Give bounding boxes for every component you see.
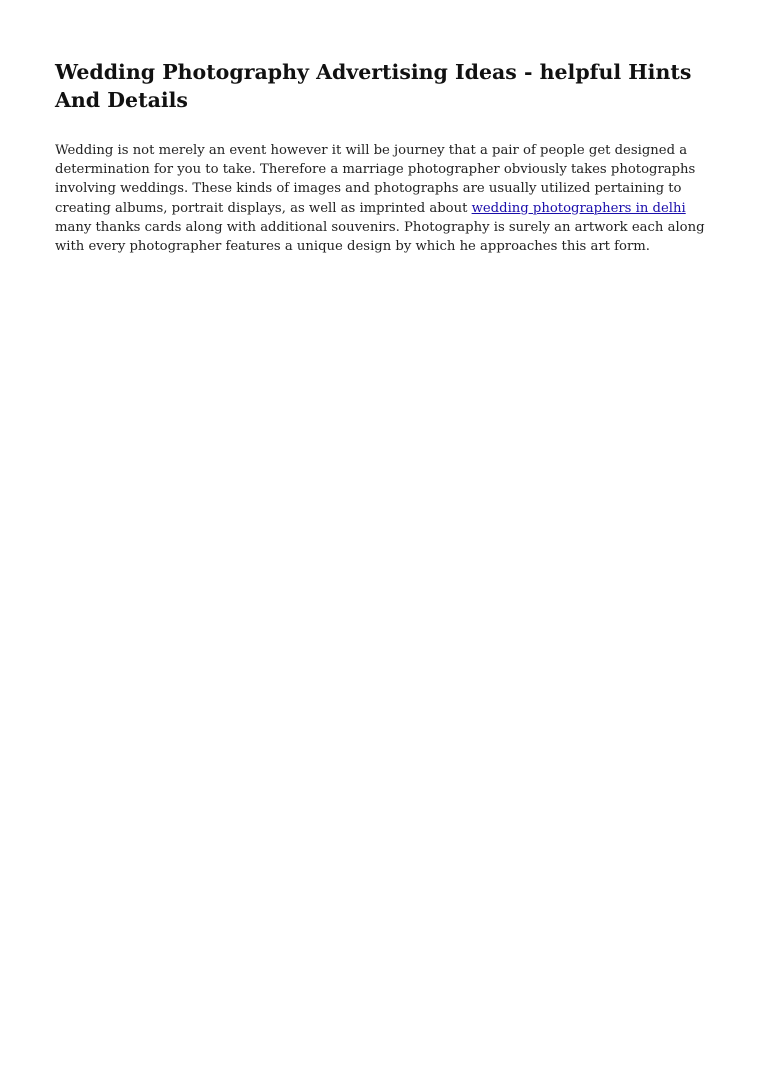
page-title: Wedding Photography Advertising Ideas - helpful Hints And Details [55, 60, 692, 112]
wedding-photographers-link[interactable]: wedding photographers in delhi [471, 200, 686, 216]
paragraph-text-start: Wedding is not merely an event however it will be journey that a pair of people get designed a determination for you to take. Therefore a marriage photographer obviously takes photographs involving weddings. These kinds of images and photographs are usually utilized pertaining to creating albums, portrait displays, as well as imprinted about [55, 143, 696, 216]
body-paragraph [55, 141, 715, 256]
document-page [55, 58, 715, 256]
paragraph-text-end: many thanks cards along with additional souvenirs. Photography is surely an artwork each along with every photographer features a unique design by which he approaches this art form. [55, 219, 705, 255]
